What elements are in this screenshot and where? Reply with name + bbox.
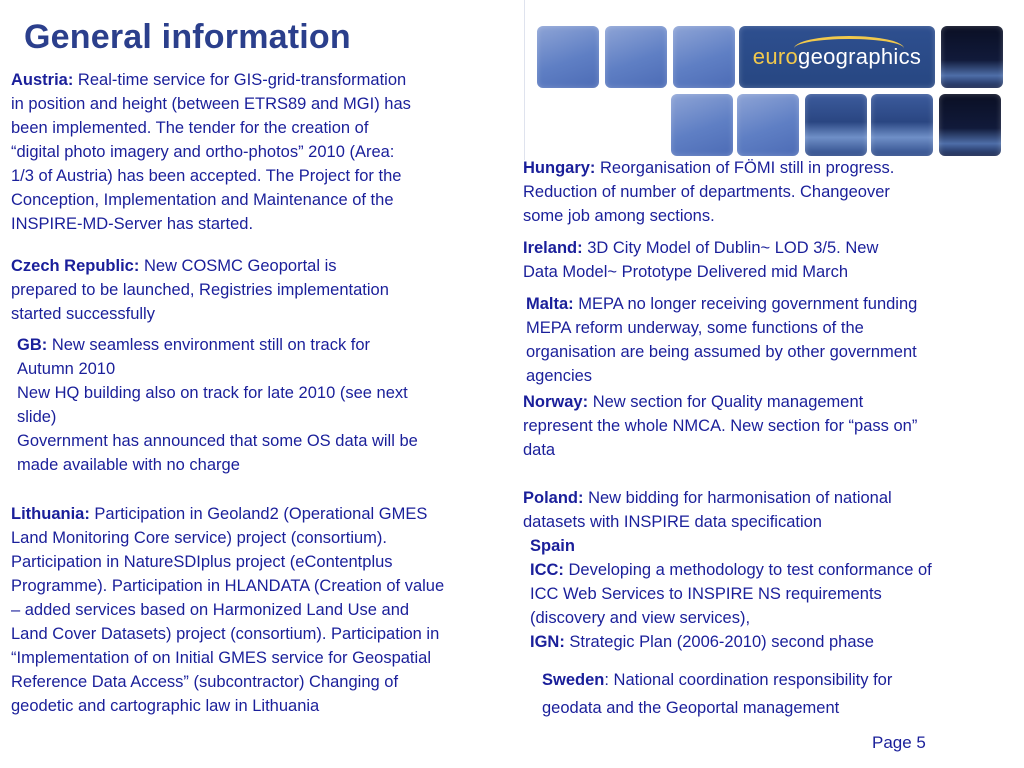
icc-line: (discovery and view services),: [530, 609, 751, 627]
icc-line: Developing a methodology to test conformance of: [563, 561, 932, 579]
gb-label: GB:: [17, 336, 48, 354]
gb-line: Autumn 2010: [17, 360, 116, 378]
logo-tile: [939, 94, 1001, 156]
malta-line: MEPA reform underway, some functions of the: [526, 319, 864, 337]
hungary-line: Reduction of number of departments. Changeover: [523, 183, 890, 201]
ign-label: IGN:: [530, 633, 565, 651]
logo-swoosh-icon: [794, 36, 904, 61]
lithuania-line: Land Monitoring Core service) project (consortium).: [11, 529, 387, 547]
gb-line: New seamless environment still on track for: [47, 336, 371, 354]
gb-section: [17, 333, 418, 477]
lithuania-line: Participation in NatureSDIplus project (eContentplus: [11, 553, 393, 571]
logo-tile: [805, 94, 867, 156]
lithuania-line: geodetic and cartographic law in Lithuania: [11, 697, 320, 715]
lithuania-line: Reference Data Access” (subcontractor) Changing of: [11, 673, 399, 691]
page-title: General information: [24, 18, 351, 56]
logo-tile: [537, 26, 599, 88]
norway-line: data: [523, 441, 556, 459]
logo-tile: [737, 94, 799, 156]
norway-line: New section for Quality management: [588, 393, 864, 411]
czech-line: prepared to be launched, Registries implementation: [11, 281, 389, 299]
norway-label: Norway:: [523, 393, 589, 411]
austria-line: INSPIRE-MD-Server has started.: [11, 215, 254, 233]
sweden-section: [542, 666, 892, 722]
ireland-section: [523, 236, 878, 284]
page-number: Page 5: [872, 733, 926, 752]
lithuania-section: [11, 502, 444, 718]
austria-line: been implemented. The tender for the creation of: [11, 119, 369, 137]
spain-label: Spain: [530, 537, 575, 555]
hungary-line: some job among sections.: [523, 207, 715, 225]
malta-line: agencies: [526, 367, 593, 385]
austria-section: [11, 68, 411, 236]
logo-tile: [871, 94, 933, 156]
lithuania-line: Programme). Participation in HLANDATA (Creation of value: [11, 577, 445, 595]
hungary-section: [523, 156, 894, 228]
lithuania-line: Participation in Geoland2 (Operational GMES: [89, 505, 428, 523]
logo-tile: [673, 26, 735, 88]
austria-line: 1/3 of Austria) has been accepted. The Project for the: [11, 167, 402, 185]
austria-line: Conception, Implementation and Maintenance of the: [11, 191, 394, 209]
gb-line: New HQ building also on track for late 2010 (see next: [17, 384, 408, 402]
austria-line: “digital photo imagery and ortho-photos” 2010 (Area:: [11, 143, 395, 161]
poland-line: New bidding for harmonisation of national: [583, 489, 892, 507]
malta-line: MEPA no longer receiving government funding: [573, 295, 918, 313]
ireland-label: Ireland:: [523, 239, 583, 257]
sweden-label: Sweden: [542, 671, 605, 689]
logo-wordmark: eurogeographics: [752, 44, 922, 69]
czech-section: [11, 254, 389, 326]
austria-line: Real-time service for GIS-grid-transformation: [73, 71, 407, 89]
logo-brand-tile: [739, 26, 935, 88]
malta-label: Malta:: [526, 295, 574, 313]
norway-line: represent the whole NMCA. New section for “pass on”: [523, 417, 918, 435]
gb-line: slide): [17, 408, 57, 426]
poland-line: datasets with INSPIRE data specification: [523, 513, 822, 531]
logo-tile: [941, 26, 1003, 88]
icc-label: ICC:: [530, 561, 564, 579]
ireland-line: Data Model~ Prototype Delivered mid March: [523, 263, 849, 281]
spain-section: [530, 534, 932, 654]
sweden-line: geodata and the Geoportal management: [542, 699, 840, 717]
hungary-label: Hungary:: [523, 159, 596, 177]
malta-section: [526, 292, 917, 388]
eurogeographics-logo: [524, 0, 1024, 160]
malta-line: organisation are being assumed by other government: [526, 343, 917, 361]
austria-label: Austria:: [11, 71, 74, 89]
lithuania-line: “Implementation of on Initial GMES service for Geospatial: [11, 649, 432, 667]
icc-line: ICC Web Services to INSPIRE NS requirements: [530, 585, 882, 603]
poland-section: [523, 486, 892, 534]
hungary-line: Reorganisation of FÖMI still in progress.: [595, 159, 895, 177]
lithuania-label: Lithuania:: [11, 505, 90, 523]
czech-line: New COSMC Geoportal is: [139, 257, 337, 275]
gb-line: made available with no charge: [17, 456, 240, 474]
lithuania-line: Land Cover Datasets) project (consortium). Participation in: [11, 625, 440, 643]
norway-section: [523, 390, 917, 462]
czech-line: started successfully: [11, 305, 155, 323]
logo-tile: [671, 94, 733, 156]
ireland-line: 3D City Model of Dublin~ LOD 3/5. New: [582, 239, 879, 257]
logo-tile: [605, 26, 667, 88]
ign-text: Strategic Plan (2006-2010) second phase: [564, 633, 874, 651]
czech-label: Czech Republic:: [11, 257, 140, 275]
sweden-line: : National coordination responsibility for: [604, 671, 893, 689]
lithuania-line: – added services based on Harmonized Land Use and: [11, 601, 410, 619]
poland-label: Poland:: [523, 489, 584, 507]
gb-line: Government has announced that some OS data will be: [17, 432, 418, 450]
austria-line: in position and height (between ETRS89 and MGI) has: [11, 95, 411, 113]
